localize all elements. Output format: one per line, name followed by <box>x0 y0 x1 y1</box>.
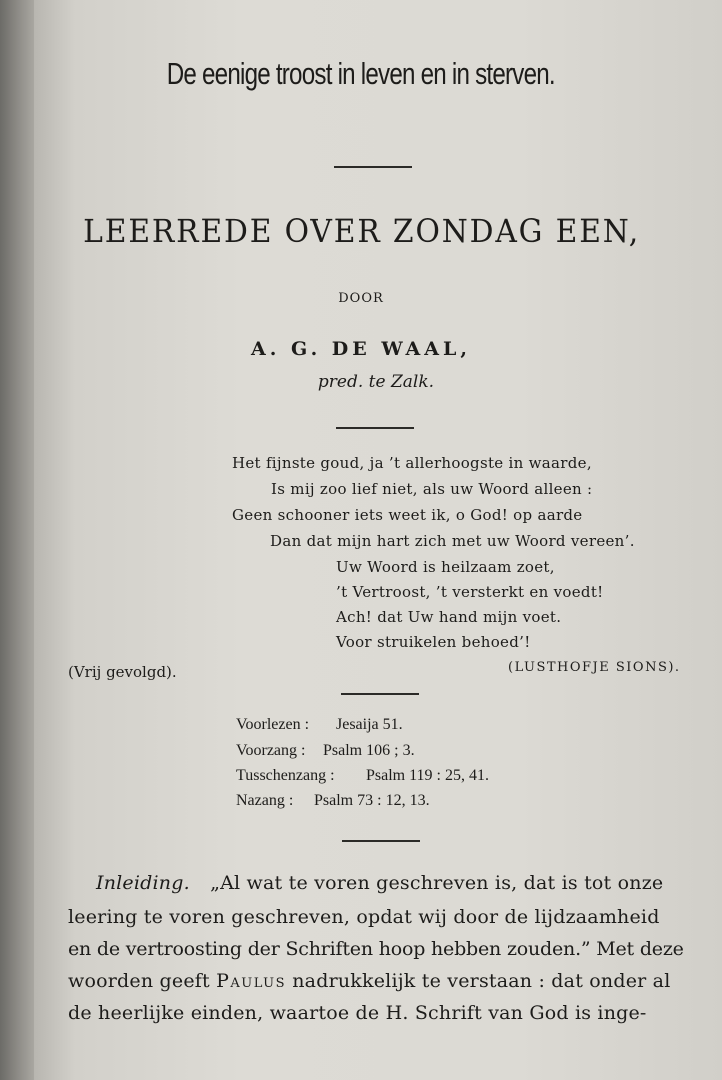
sermon-heading: LEERREDE OVER ZONDAG EEN, <box>83 212 641 250</box>
author-title: pred. te Zalk. <box>317 372 435 392</box>
attribution-right: (LUSTHOFJE SIONS). <box>508 660 681 675</box>
body-line: leering te voren geschreven, opdat wij door de lijdzaamheid <box>68 906 660 928</box>
divider-rule <box>342 840 420 842</box>
poem-line: ’t Vertroost, ’t versterkt en voedt! <box>336 583 604 601</box>
body-line <box>96 872 663 894</box>
body-text: woorden geeft <box>68 970 210 992</box>
reading-value: Psalm 106 ; 3. <box>323 742 415 759</box>
page-title: De eenige troost in leven en in sterven. <box>166 56 555 91</box>
body-line: en de vertroosting der Schriften hoop hebben zouden.” Met deze <box>68 938 684 960</box>
poem-line: Dan dat mijn hart zich met uw Woord vereen’. <box>270 532 635 550</box>
poem-line: Geen schooner iets weet ik, o God! op aarde <box>232 506 583 524</box>
poem-line: Uw Woord is heilzaam zoet, <box>336 558 555 576</box>
byline: DOOR <box>338 291 384 306</box>
reading-value: Psalm 119 : 25, 41. <box>366 767 489 784</box>
divider-rule <box>341 693 419 695</box>
person-name: Paulus <box>216 970 286 992</box>
reading-label: Nazang : <box>236 792 294 809</box>
attribution-left: (Vrij gevolgd). <box>68 663 177 681</box>
body-line: de heerlijke einden, waartoe de H. Schrift van God is inge- <box>68 1002 647 1024</box>
poem-line: Voor struikelen behoed’! <box>336 633 531 651</box>
body-line <box>68 970 670 992</box>
reading-label: Tusschenzang : <box>236 767 335 784</box>
author-name: A. G. DE WAAL, <box>251 338 471 360</box>
divider-rule <box>334 166 412 168</box>
reading-label: Voorlezen : <box>236 716 310 733</box>
poem-line: Is mij zoo lief niet, als uw Woord alleen : <box>271 480 593 498</box>
book-gutter <box>0 0 34 1080</box>
reading-value: Psalm 73 : 12, 13. <box>314 792 430 809</box>
intro-label: Inleiding. <box>96 872 190 894</box>
body-text: „Al wat te voren geschreven is, dat is tot onze <box>210 872 664 894</box>
body-text: nadrukkelijk te verstaan : dat onder al <box>292 970 671 992</box>
poem-line: Het fijnste goud, ja ’t allerhoogste in waarde, <box>232 454 592 472</box>
divider-rule <box>336 427 414 429</box>
poem-line: Ach! dat Uw hand mijn voet. <box>336 608 562 626</box>
reading-label: Voorzang : <box>236 742 306 759</box>
reading-value: Jesaija 51. <box>336 716 403 733</box>
